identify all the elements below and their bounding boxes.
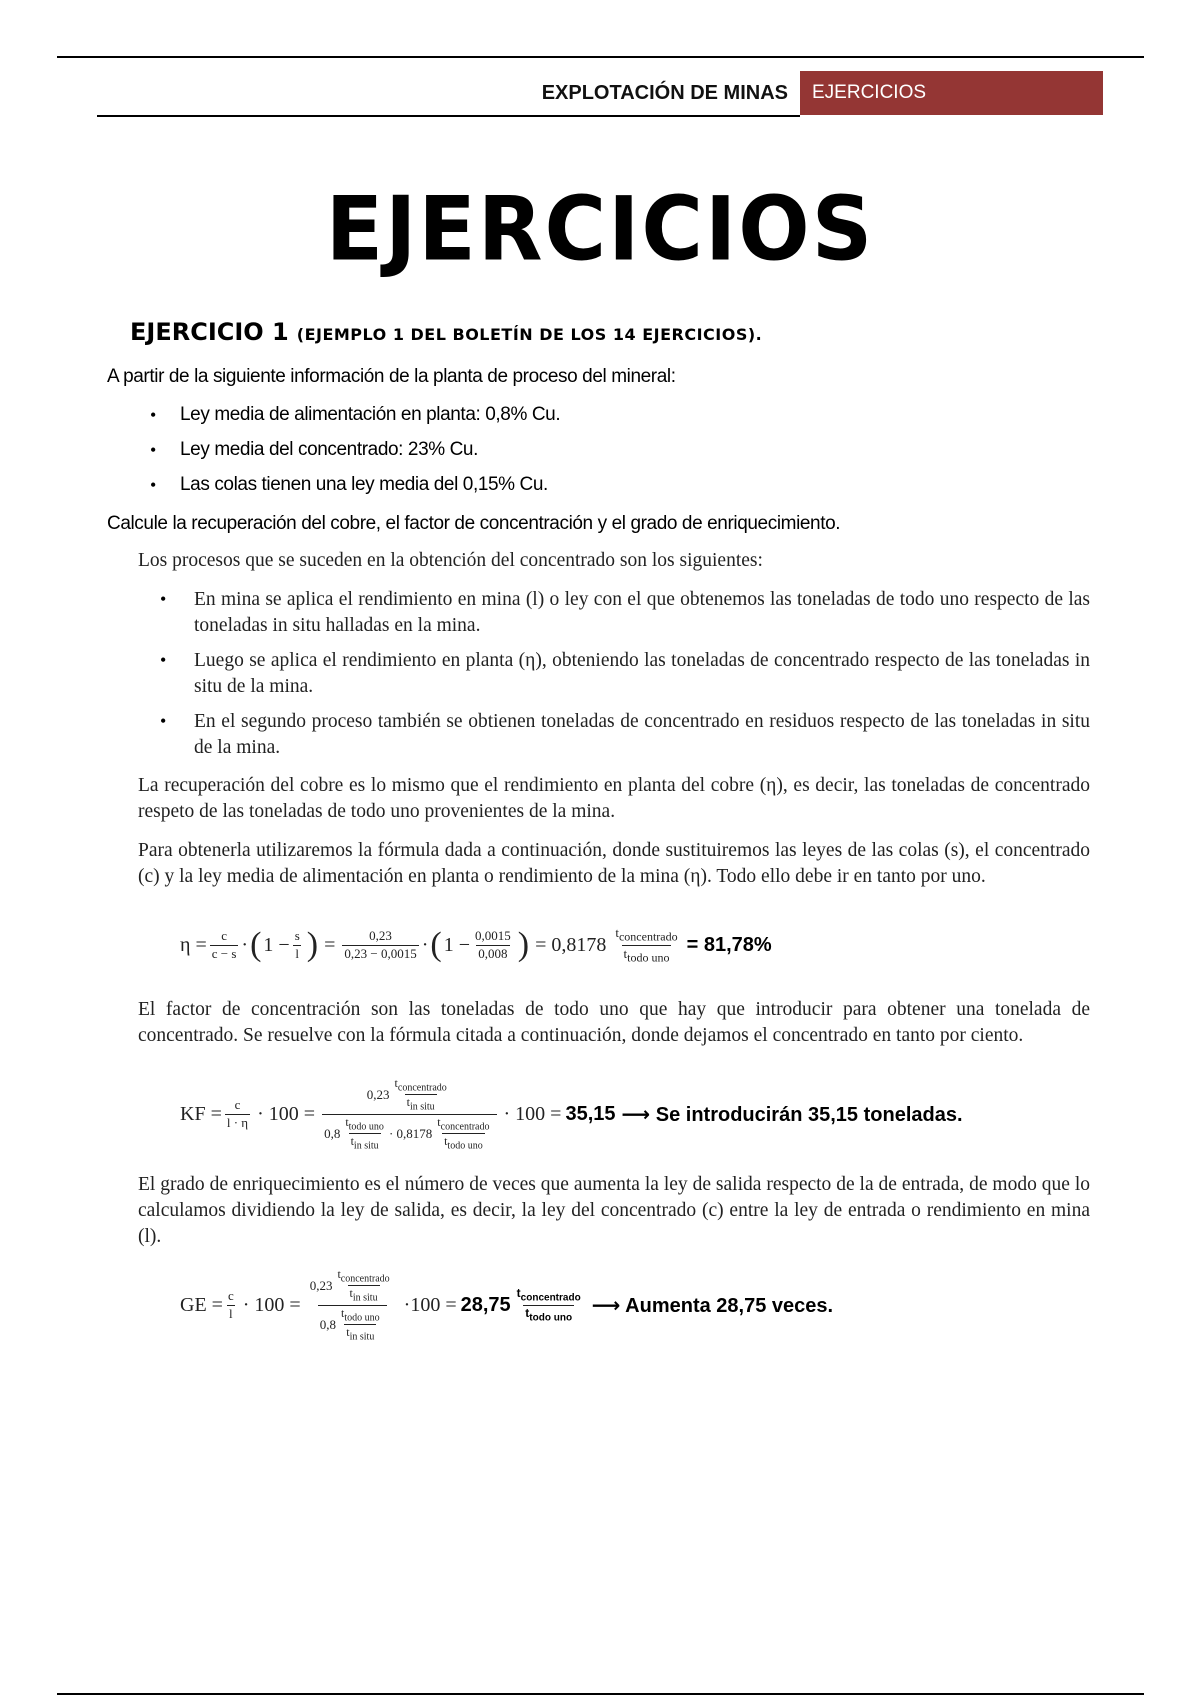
fraction [210,929,239,961]
solution-step-3: En el segundo proceso también se obtienen toneladas de concentrado en residuos respecto de las toneladas in situ de la mina. [194,711,1090,758]
unit-symbol: t [437,1114,441,1129]
unit-symbol: t [516,1286,521,1301]
recovery-formula: η = $\frac{c}{c - s}$ · ( 1 − $\frac{s}{l}$ ) = $\frac{0,23}{0,23 - 0,0015}$ · ( 1 − $\frac{0,0015}{0,008}$ ) = 0,8178 $\frac{t_{concentrado}}{t_{todo uno}}$ = 81,78% [180,925,772,965]
fraction [226,1289,236,1321]
formula-value: 0,23 [309,1277,333,1293]
exercise-title: EJERCICIO 1 [130,318,289,346]
unit-symbol: t [394,1076,398,1090]
formula-value: 0,23 [366,1086,390,1102]
fraction [293,929,302,961]
unit-symbol: t [615,925,619,940]
concentration-factor-conclusion: ⟶ Se introducirán 35,15 toneladas. [621,1103,963,1126]
formula-value: = 0,8178 [535,933,607,956]
fraction-numerator: 0,0015 [475,928,511,944]
formula-term: ·100 = [403,1293,457,1316]
data-item-3: Las colas tienen una ley media del 0,15% Cu. [180,474,548,495]
unit-subscript: concentrado [520,1292,581,1304]
formula-term: · 100 = [503,1102,562,1125]
bullet-icon: • [150,405,157,425]
bullet-icon: • [150,440,157,460]
unit-symbol: t [350,1134,354,1149]
page-title: EJERCICIOS [325,177,875,281]
unit-subscript: in situ [349,1331,375,1343]
formula-term: 1 − [263,933,290,956]
fraction-numerator: c [234,1097,241,1113]
unit-subscript: in situ [352,1292,378,1304]
fraction [225,1098,250,1130]
enrichment-formula [180,1268,833,1343]
bullet-icon: • [150,475,157,495]
enrichment-conclusion: ⟶ Aumenta 28,75 veces. [591,1294,834,1317]
unit-symbol: t [623,945,628,961]
fraction-numerator: c [221,928,227,944]
unit-subscript: todo uno [348,1121,384,1133]
bottom-rule [57,1693,1144,1695]
formula-value: 0,8 [319,1316,336,1332]
exercise-intro: A partir de la siguiente información de la planta de proceso del mineral: [107,366,676,387]
kf-big-fraction [322,1077,496,1152]
fraction [473,929,513,961]
fraction-numerator: s [294,928,300,944]
ge-big-fraction [308,1268,397,1343]
unit-subscript: concentrado [397,1082,447,1094]
fraction-denominator: l [229,1305,233,1321]
fraction-denominator: l · η [226,1114,249,1130]
formula-value: · 0,8178 [388,1125,433,1141]
exercise-question: Calcule la recuperación del cobre, el factor de concentración y el grado de enriquecimiento. [107,513,841,534]
unit-subscript: concentrado [618,929,678,944]
solution-paragraph-1: Los procesos que se suceden en la obtención del concentrado son los siguientes: [138,550,763,571]
header-underline [97,115,800,117]
unit-symbol: t [525,1305,530,1320]
fraction-denominator: 0,008 [478,945,508,961]
exercise-subtitle: (EJEMPLO 1 DEL BOLETÍN DE LOS 14 EJERCICIOS). [296,325,763,344]
solution-paragraph-4: El factor de concentración son las toneladas de todo uno que hay que introducir para obtener una tonelada de concentrado. Se resuelve con la fórmula citada a continuación, donde dejamos el concentrado en tanto por ciento. [138,999,1090,1046]
formula-value: 0,8 [324,1125,341,1141]
formula-term: · 100 = [257,1102,316,1125]
recovery-result: = 81,78% [686,933,772,956]
solution-paragraph-5: El grado de enriquecimiento es el número de veces que aumenta la ley de salida respecto de la de entrada, de modo que lo calculamos dividiendo la ley de salida, es decir, la ley del concentrado (c) entre la ley de entrada o rendimiento en mina (l). [138,1174,1090,1247]
equals-sign: = [324,933,336,956]
unit-subscript: in situ [353,1140,379,1152]
concentration-factor-result: 35,15 [565,1102,616,1125]
formula-term: · 100 = [242,1293,301,1316]
enrichment-result: 28,75 [460,1293,511,1316]
bullet-icon: • [160,589,167,609]
fraction-numerator: c [227,1288,234,1304]
unit-symbol: t [444,1134,448,1149]
unit-symbol: t [406,1095,410,1110]
unit-subscript: todo uno [627,950,670,965]
unit-symbol: t [349,1286,353,1301]
fraction-denominator: 0,23 − 0,0015 [344,945,417,961]
unit-subscript: todo uno [447,1140,483,1152]
concentration-factor-formula [180,1077,963,1152]
fraction-denominator: l [295,945,300,961]
header-section-badge: EJERCICIOS [800,71,1103,115]
solution-step-2: Luego se aplica el rendimiento en planta (η), obteniendo las toneladas de concentrado respecto de las toneladas in situ de la mina. [194,650,1090,697]
header-title: EXPLOTACIÓN DE MINAS [541,81,788,104]
unit-subscript: concentrado [440,1121,490,1133]
formula-term: 1 − [443,933,470,956]
unit-subscript: concentrado [340,1273,390,1285]
top-rule [57,56,1144,58]
solution-paragraph-2: La recuperación del cobre es lo mismo que el rendimiento en planta del cobre (η), es decir, las toneladas de concentrado respeto de las toneladas de todo uno provenientes de la mina. [138,775,1090,822]
fraction-denominator: c − s [211,945,237,961]
data-item-1: Ley media de alimentación en planta: 0,8% Cu. [180,404,561,425]
data-item-2: Ley media del concentrado: 23% Cu. [180,439,478,460]
unit-subscript: in situ [409,1101,435,1113]
unit-subscript: todo uno [529,1312,573,1324]
unit-symbol: t [340,1305,345,1320]
unit-fraction [613,926,679,965]
exercise-heading [130,318,762,346]
unit-symbol: t [345,1114,349,1129]
bullet-icon: • [160,650,167,670]
solution-paragraph-3: Para obtenerla utilizaremos la fórmula dada a continuación, donde sustituiremos las leyes de las colas (s), el concentrado (c) y la ley media de alimentación en planta o rendimiento de la mina (η). Todo ello debe ir en tanto por uno. [138,840,1090,887]
unit-subscript: todo uno [344,1312,380,1324]
formula-lhs: η = [180,933,207,956]
unit-fraction [515,1287,583,1323]
solution-step-1: En mina se aplica el rendimiento en mina (l) o ley con el que obtenemos las toneladas de todo uno respecto de las toneladas in situ halladas en la mina. [194,589,1090,636]
unit-symbol: t [346,1325,350,1340]
fraction [342,929,418,961]
fraction-numerator: 0,23 [369,928,392,944]
unit-symbol: t [337,1267,341,1281]
formula-lhs: KF = [180,1102,222,1125]
bullet-icon: • [160,711,167,731]
formula-lhs: GE = [180,1293,223,1316]
